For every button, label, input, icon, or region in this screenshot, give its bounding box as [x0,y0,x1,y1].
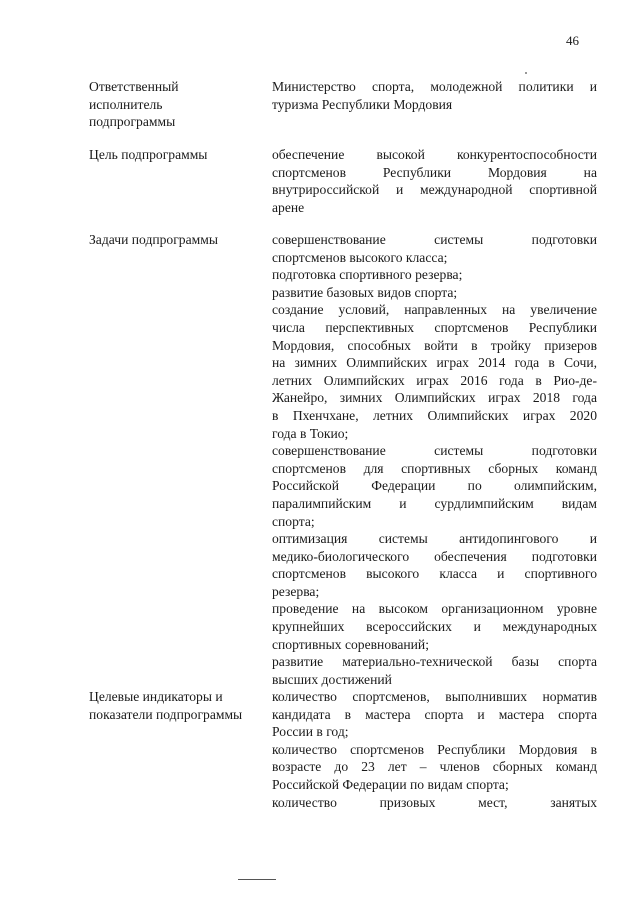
scan-speck [525,72,527,74]
value-line: резерва; [272,583,320,599]
value-line: количество спортсменов Республики Мордовия в [272,741,597,757]
value-line: возрасте до 23 лет – членов сборных команд [272,759,597,775]
value-line: подготовка спортивного резерва; [272,267,463,283]
label-line: Цель подпрограммы [89,147,208,162]
value-line: количество призовых мест, занятых [272,794,597,810]
value-line: спортсменов высокого класса и спортивного [272,566,597,582]
row-value [272,146,597,216]
value-line: Российской Федерации по видам спорта; [272,776,509,792]
label-line: Ответственный [89,79,179,94]
value-line: спорта; [272,513,315,529]
value-line: Министерство спорта, молодежной политики и [272,79,597,94]
value-line: внутрироссийской и международной спортивной [272,182,597,198]
value-line: развитие базовых видов спорта; [272,284,458,300]
row-value [272,688,597,811]
value-line: кандидата в мастера спорта и мастера спорта [272,706,597,722]
value-line: спортсменов высокого класса; [272,249,448,265]
value-line: России в год; [272,724,349,740]
value-line: числа перспективных спортсменов Республики [272,319,597,335]
value-line: паралимпийским и сурдлимпийским видам [272,495,597,511]
row-value [272,231,597,688]
label-line: показатели подпрограммы [89,706,243,722]
row-label [89,231,267,249]
value-line: проведение на высоком организационном уровне [272,601,597,617]
value-line: развитие материально-технической базы спорта [272,654,597,670]
value-line: спортивных соревнований; [272,636,429,652]
value-line: совершенствование системы подготовки [272,232,597,247]
value-line: Жанейро, зимних Олимпийских играх 2018 года [272,390,597,406]
value-line: Российской Федерации по олимпийским, [272,478,597,494]
value-line: высших достижений [272,671,392,687]
value-line: спортсменов Республики Мордовия на [272,164,597,180]
page-number: 46 [566,33,579,48]
row-label [89,688,267,723]
label-line: Задачи подпрограммы [89,232,218,247]
row-label [89,78,267,131]
value-line: количество спортсменов, выполнивших норматив [272,689,597,704]
label-line: подпрограммы [89,114,176,130]
value-line: оптимизация системы антидопингового и [272,531,597,547]
row-label [89,146,267,164]
value-line: спортсменов для спортивных сборных команд [272,460,597,476]
value-line: совершенствование системы подготовки [272,443,597,459]
label-line: Целевые индикаторы и [89,689,223,704]
value-line: медико-биологического обеспечения подготовки [272,548,597,564]
value-line: крупнейших всероссийских и международных [272,619,597,635]
value-line: на зимних Олимпийских играх 2014 года в Сочи, [272,355,597,371]
scan-artifact-line [238,879,276,880]
row-value [272,78,597,113]
value-line: летних Олимпийских играх 2016 года в Рио-де- [272,372,597,388]
value-line: туризма Республики Мордовия [272,96,453,112]
label-line: исполнитель [89,96,163,112]
value-line: Мордовия, способных войти в тройку призеров [272,337,597,353]
value-line: обеспечение высокой конкурентоспособности [272,147,597,162]
value-line: в Пхенчхане, летних Олимпийских играх 2020 [272,407,597,423]
value-line: создание условий, направленных на увеличение [272,302,597,318]
value-line: арене [272,199,305,215]
value-line: года в Токио; [272,425,349,441]
